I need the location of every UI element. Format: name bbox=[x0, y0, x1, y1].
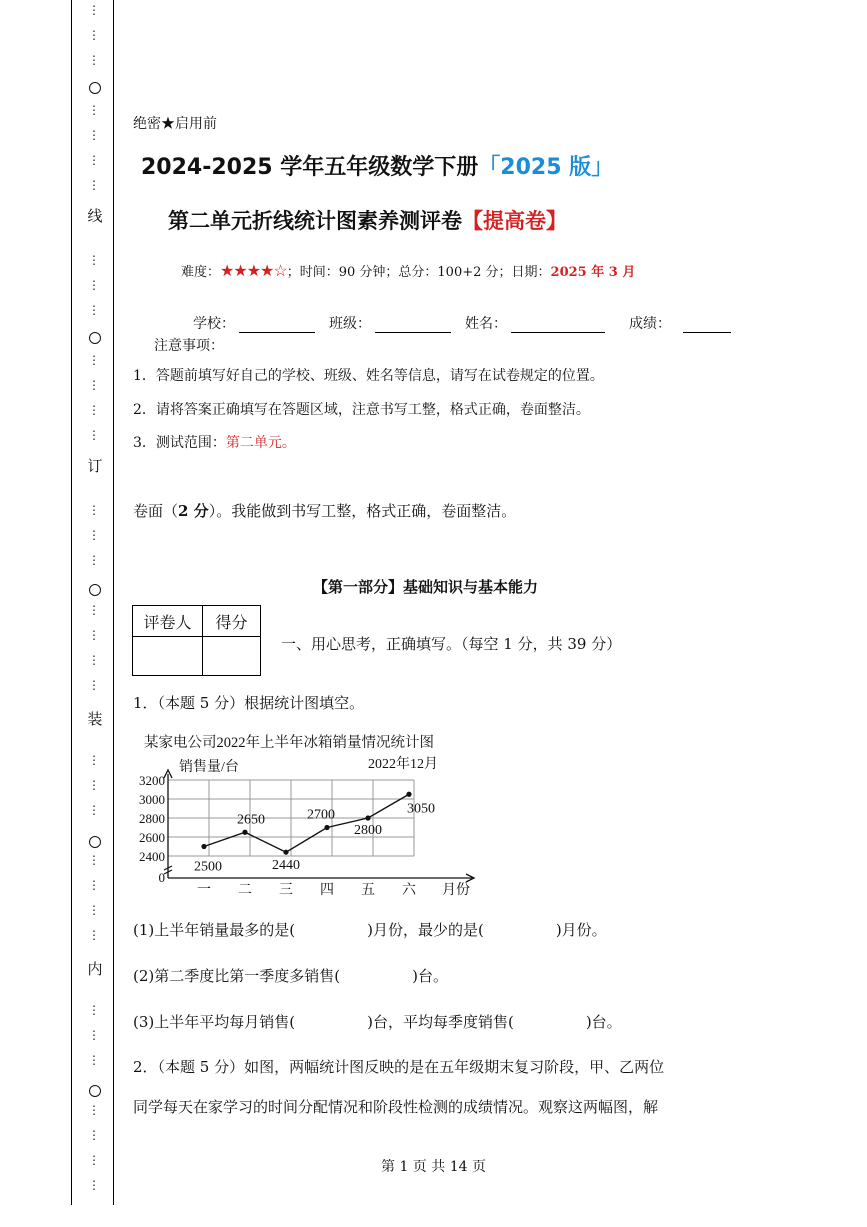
margin-dots: ⋮ bbox=[88, 1178, 100, 1192]
chart-title: 某家电公司2022年上半年冰箱销量情况统计图 bbox=[144, 735, 434, 751]
margin-dots: ⋮ bbox=[88, 253, 100, 267]
margin-dots: ⋮ bbox=[88, 403, 100, 417]
chart-y-tick-label: 2600 bbox=[139, 830, 165, 845]
margin-dots: ⋮ bbox=[88, 528, 100, 542]
page-subtitle bbox=[168, 205, 567, 235]
tidiness-prefix: 卷面（ bbox=[133, 502, 179, 520]
q1-sub1-b: )月份，最少的是( bbox=[367, 921, 484, 939]
margin-dots: ⋮ bbox=[88, 353, 100, 367]
section1-title: 一、用心思考，正确填写。（每空 1 分，共 39 分） bbox=[281, 635, 622, 653]
chart-xlabel: 月份 bbox=[442, 883, 470, 898]
chart-x-tick-label: 五 bbox=[361, 883, 375, 898]
name-blank[interactable] bbox=[511, 316, 605, 333]
chart-y-tick-label: 2800 bbox=[139, 811, 165, 826]
margin-dots: ⋮ bbox=[88, 103, 100, 117]
margin-dots: ⋮ bbox=[88, 1128, 100, 1142]
chart-x-tick-label: 三 bbox=[279, 883, 293, 898]
q1-sub1 bbox=[133, 919, 607, 940]
chart-data-point bbox=[201, 844, 206, 849]
subtitle-level: 【提高卷】 bbox=[462, 209, 567, 233]
chart-x-tick-label: 六 bbox=[402, 883, 416, 898]
margin-outer-line bbox=[71, 0, 72, 1205]
page-title bbox=[141, 150, 613, 181]
school-label: 学校： bbox=[193, 316, 235, 332]
chart-data-point bbox=[324, 825, 329, 830]
margin-dots: ⋮ bbox=[88, 378, 100, 392]
margin-dots: ⋮ bbox=[88, 903, 100, 917]
margin-circle-icon bbox=[89, 836, 101, 848]
chart-data-point bbox=[242, 830, 247, 835]
chart-date-label: 2022年12月 bbox=[368, 757, 438, 772]
chart-data-label: 3050 bbox=[407, 801, 435, 817]
notice-item-2: 2．请将答案正确填写在答题区域，注意书写工整，格式正确，卷面整洁。 bbox=[133, 402, 590, 418]
margin-dots: ⋮ bbox=[88, 128, 100, 142]
margin-dots: ⋮ bbox=[88, 303, 100, 317]
notice-item-1: 1．答题前填写好自己的学校、班级、姓名等信息，请写在试卷规定的位置。 bbox=[133, 368, 604, 384]
chart-data-point bbox=[406, 792, 411, 797]
notice-item-3-prefix: 3．测试范围： bbox=[133, 435, 226, 451]
margin-dots: ⋮ bbox=[88, 3, 100, 17]
margin-dots: ⋮ bbox=[88, 503, 100, 517]
margin-dots: ⋮ bbox=[88, 278, 100, 292]
margin-circle-icon bbox=[89, 82, 101, 94]
grader-cell[interactable] bbox=[133, 637, 203, 676]
q1-stem: 1．（本题 5 分）根据统计图填空。 bbox=[133, 694, 365, 712]
margin-char: 线 bbox=[87, 207, 103, 225]
margin-dots: ⋮ bbox=[88, 153, 100, 167]
margin-dots: ⋮ bbox=[88, 853, 100, 867]
notice-scope: 第二单元。 bbox=[225, 435, 296, 451]
margin-dots: ⋮ bbox=[88, 28, 100, 42]
part1-title: 【第一部分】基础知识与基本能力 bbox=[313, 578, 539, 596]
score-cell[interactable] bbox=[203, 637, 261, 676]
title-main: 2024-2025 学年五年级数学下册 bbox=[141, 155, 479, 180]
chart-y-tick-label: 2400 bbox=[139, 849, 165, 864]
class-blank[interactable] bbox=[375, 316, 451, 333]
margin-dots: ⋮ bbox=[88, 1003, 100, 1017]
margin-circle-icon bbox=[89, 332, 101, 344]
score-header: 得分 bbox=[203, 606, 261, 637]
q2-line-2: 同学每天在家学习的时间分配情况和阶段性检测的成绩情况。观察这两幅图，解 bbox=[133, 1098, 659, 1116]
class-label: 班级： bbox=[329, 316, 371, 332]
notice-item-3 bbox=[133, 432, 296, 452]
margin-dots: ⋮ bbox=[88, 778, 100, 792]
margin-dots: ⋮ bbox=[88, 178, 100, 192]
margin-dots: ⋮ bbox=[88, 653, 100, 667]
margin-dots: ⋮ bbox=[88, 678, 100, 692]
margin-dots: ⋮ bbox=[88, 553, 100, 567]
school-blank[interactable] bbox=[239, 316, 315, 333]
margin-dots: ⋮ bbox=[88, 878, 100, 892]
q1-sub1-c: )月份。 bbox=[555, 921, 607, 939]
q1-sub3-b: )台，平均每季度销售( bbox=[367, 1013, 514, 1031]
q1-sub2-a: (2)第二季度比第一季度多销售( bbox=[133, 967, 341, 985]
chart-data-label: 2650 bbox=[237, 812, 265, 828]
q1-sub2 bbox=[133, 965, 448, 986]
margin-dots: ⋮ bbox=[88, 428, 100, 442]
q2-line-1: 2．（本题 5 分）如图，两幅统计图反映的是在五年级期末复习阶段，甲、乙两位 bbox=[133, 1058, 665, 1076]
margin-circle-icon bbox=[89, 1085, 101, 1097]
margin-dots: ⋮ bbox=[88, 1053, 100, 1067]
score-label: 成绩： bbox=[629, 316, 671, 332]
q1-sub3 bbox=[133, 1011, 622, 1032]
tidiness-suffix: ）。我能做到书写工整，格式正确，卷面整洁。 bbox=[208, 502, 517, 520]
exam-meta bbox=[181, 261, 635, 280]
time-info: ；时间：90 分钟；总分：100+2 分；日期： bbox=[286, 265, 551, 280]
margin-char: 内 bbox=[87, 960, 103, 978]
chart-x-tick-label: 四 bbox=[320, 883, 334, 898]
chart-y-tick-label: 3000 bbox=[139, 792, 165, 807]
q1-sub3-a: (3)上半年平均每月销售( bbox=[133, 1013, 296, 1031]
page-number: 第 1 页 共 14 页 bbox=[381, 1159, 486, 1175]
chart-x-tick-label: 一 bbox=[197, 883, 211, 898]
chart-ylabel: 销售量/台 bbox=[179, 760, 239, 775]
margin-dots: ⋮ bbox=[88, 1028, 100, 1042]
margin-dots: ⋮ bbox=[88, 1103, 100, 1117]
name-label: 姓名： bbox=[465, 316, 507, 332]
margin-border-line bbox=[113, 0, 114, 1205]
chart-x-tick-label: 二 bbox=[238, 883, 252, 898]
chart-data-point bbox=[365, 815, 370, 820]
q1-sub1-a: (1)上半年销量最多的是( bbox=[133, 921, 296, 939]
margin-dots: ⋮ bbox=[88, 753, 100, 767]
chart-y-tick-label: 3200 bbox=[139, 773, 165, 788]
confidential-label: 绝密★启用前 bbox=[133, 116, 217, 132]
chart-svg bbox=[132, 728, 482, 900]
q1-sub2-b: )台。 bbox=[412, 967, 448, 985]
chart-data-label: 2700 bbox=[307, 807, 335, 823]
margin-dots: ⋮ bbox=[88, 803, 100, 817]
subtitle-main: 第二单元折线统计图素养测评卷 bbox=[168, 209, 462, 233]
difficulty-label: 难度： bbox=[181, 265, 221, 280]
q1-sub3-c: )台。 bbox=[585, 1013, 622, 1031]
margin-dots: ⋮ bbox=[88, 603, 100, 617]
chart-data-label: 2440 bbox=[272, 858, 300, 874]
chart-data-point bbox=[283, 850, 288, 855]
chart-data-label: 2500 bbox=[194, 859, 222, 875]
grader-header: 评卷人 bbox=[133, 606, 203, 637]
student-fields bbox=[193, 313, 745, 333]
margin-dots: ⋮ bbox=[88, 928, 100, 942]
margin-char: 订 bbox=[87, 457, 103, 475]
margin-dots: ⋮ bbox=[88, 628, 100, 642]
notice-heading: 注意事项： bbox=[154, 338, 224, 354]
margin-char: 装 bbox=[87, 710, 103, 728]
difficulty-stars: ★★★★☆ bbox=[220, 261, 287, 280]
sales-line-chart bbox=[132, 728, 482, 900]
margin-dots: ⋮ bbox=[88, 1153, 100, 1167]
tidiness-note bbox=[133, 500, 516, 521]
chart-data-label: 2800 bbox=[354, 823, 382, 838]
score-blank[interactable] bbox=[683, 316, 731, 333]
exam-date: 2025 年 3 月 bbox=[550, 265, 636, 280]
title-version: 「2025 版」 bbox=[478, 155, 614, 180]
binding-margin bbox=[0, 0, 113, 1227]
grader-table bbox=[132, 605, 261, 676]
margin-dots: ⋮ bbox=[88, 53, 100, 67]
chart-y-tick-label: 0 bbox=[158, 870, 165, 885]
margin-circle-icon bbox=[89, 584, 101, 596]
tidiness-points: 2 分 bbox=[178, 502, 209, 520]
